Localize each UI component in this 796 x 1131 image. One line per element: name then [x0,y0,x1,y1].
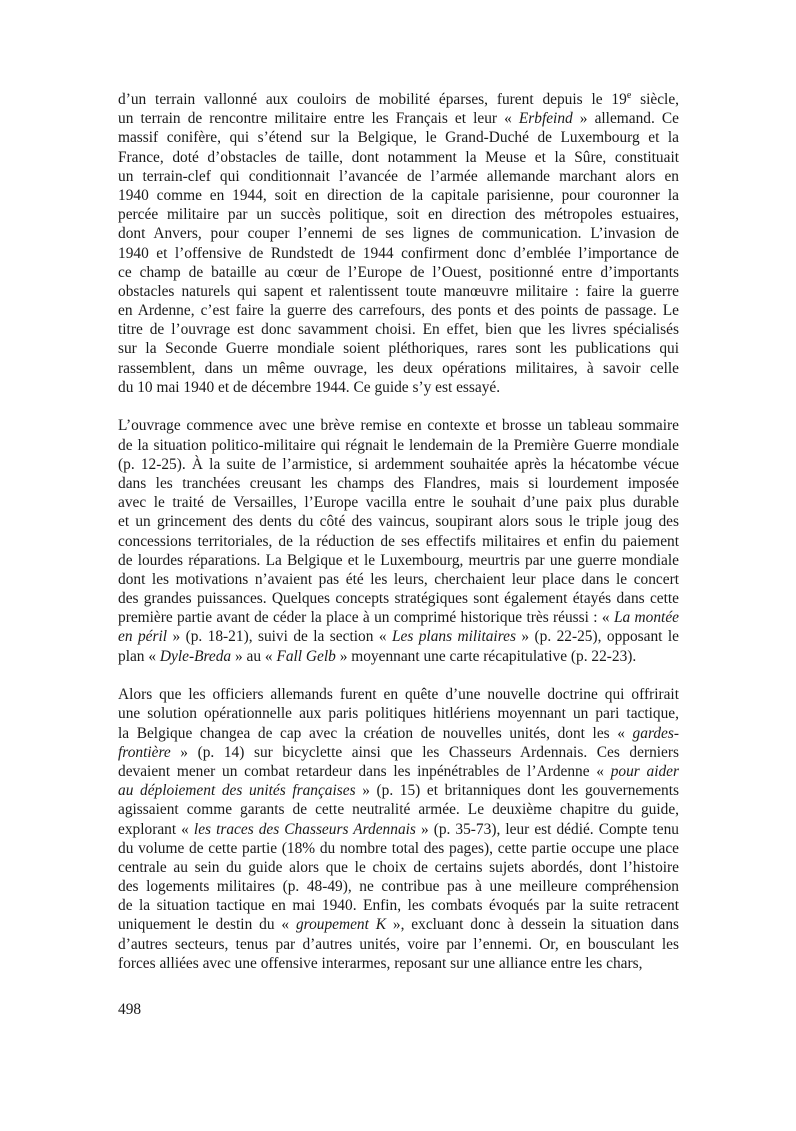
text-line [118,743,679,762]
text-line [118,800,679,819]
text-line [118,186,679,205]
text-line [118,416,679,435]
text-run: dans les tranchées creusant les champs des Flandres, mais si lourdement imposée [118,474,679,492]
text-run: 1940 comme en 1944, soit en direction de la capitale parisienne, pour couronner la [118,186,679,204]
text-run: percée militaire par un succès politique, soit en direction des métropoles estuaires, [118,206,679,224]
text-run: siècle, [631,91,680,108]
text-run: » (p. 35-73), leur est dédié. Compte tenu [415,820,679,838]
text-run: de la situation tactique en mai 1940. Enfin, les combats évoqués par la suite retracent [118,897,679,915]
italic-text: groupement K [295,916,387,934]
text-line [118,724,679,743]
text-run: un terrain de rencontre militaire entre les Français et leur « [118,110,519,128]
text-line [118,512,679,531]
text-run: et un grincement des dents du côté des vaincus, soupirant alors sous le triple joug des [118,513,679,531]
text-run: des grandes puissances. Quelques concepts stratégiques sont également étayés dans cette [118,590,679,608]
text-line [118,685,679,704]
text-run: des logements militaires (p. 48-49), ne contribue pas à une meilleure compréhension [118,878,679,896]
text-run: agissaient comme garants de cette neutralité armée. Le deuxième chapitre du guide, [118,801,679,819]
text-run: dont Anvers, pour couper l’ennemi de ses lignes de communication. L’invasion de [118,225,679,243]
text-run: plan « [118,647,160,665]
text-run: d’un terrain vallonné aux couloirs de mobilité éparses, furent depuis le 19 [118,91,627,108]
italic-text: Les plans militaires [391,628,516,646]
text-run: » allemand. Ce [572,110,680,128]
text-run: » (p. 14) sur bicyclette ainsi que les Chasseurs Ardennais. Ces derniers [170,743,679,761]
text-run: sur la Seconde Guerre mondiale soient pléthoriques, rares sont les publications qui [118,340,679,358]
text-line [118,205,679,224]
text-line [118,378,679,397]
italic-text: Erbfeind [518,110,573,128]
text-run: explorant « [118,820,194,838]
text-line [118,128,679,147]
text-line [118,627,679,646]
text-line [118,90,679,109]
text-line [118,244,679,263]
text-line [118,589,679,608]
text-line [118,935,679,954]
text-line [118,839,679,858]
text-run: une solution opérationnelle aux paris politiques hitlériens moyennant un pari tactique, [118,705,679,723]
italic-text: gardes- [632,724,679,742]
italic-text: Dyle-Breda [159,647,232,665]
superscript: e [626,90,632,101]
body-text [118,90,679,973]
text-run: obstacles naturels qui sapent et ralentissent toute manœuvre militaire : faire la guerre [118,282,679,300]
text-line [118,474,679,493]
text-run: 1940 et l’offensive de Rundstedt de 1944 confirment donc d’emblée l’importance de [118,244,679,262]
text-run: en Ardenne, c’est faire la guerre des carrefours, des ponts et des points de passage. Le [118,302,679,320]
text-line [118,320,679,339]
text-run: d’autres secteurs, tenus par d’autres unités, voire par l’ennemi. Or, en bousculant les [118,935,679,953]
text-run: du 10 mai 1940 et de décembre 1944. Ce guide s’y est essayé. [118,378,501,396]
text-run: titre de l’ouvrage est donc savamment choisi. En effet, bien que les livres spécialisés [118,321,679,339]
text-line [118,263,679,282]
text-run: » (p. 22-25), opposant le [515,628,679,646]
text-line [118,551,679,570]
italic-text: La montée [613,609,679,627]
text-line [118,167,679,186]
text-run: dont les motivations n’avaient pas été les leurs, cherchaient leur place dans le concert [118,570,679,588]
text-line [118,608,679,627]
text-run: » (p. 18-21), suivi de la section « [167,628,392,646]
text-line [118,762,679,781]
text-run: de lourdes réparations. La Belgique et le Luxembourg, meurtris par une guerre mondiale [118,551,679,569]
text-line [118,493,679,512]
text-run: devaient mener un combat retardeur dans les inpénétrables de l’Ardenne « [118,762,611,780]
text-run: (p. 12-25). À la suite de l’armistice, si ardemment souhaitée après la hécatombe vécue [118,455,679,473]
text-run: centrale au sein du guide alors que le choix de certains sujets abordés, dont l’histoire [118,858,679,876]
text-line [118,148,679,167]
text-run: Alors que les officiers allemands furent en quête d’une nouvelle doctrine qui offrirait [118,686,679,704]
italic-text: pour aider [610,762,679,780]
paragraph [118,685,679,973]
text-run: ce champ de bataille au cœur de l’Europe de l’Ouest, positionné entre d’importants [118,263,679,281]
text-run: » au « [231,647,277,665]
text-line [118,455,679,474]
text-line [118,820,679,839]
text-run: rassemblent, dans un même ouvrage, les deux opérations militaires, à savoir celle [118,359,679,377]
text-line [118,647,679,666]
text-run: de la situation politico-militaire qui régnait le lendemain de la Première Guerre mondiale [118,436,679,454]
paragraph [118,416,679,665]
text-run: » (p. 15) et britanniques dont les gouvernements [355,782,680,800]
text-line [118,704,679,723]
italic-text: Fall Gelb [276,647,336,665]
text-line [118,570,679,589]
text-line [118,339,679,358]
text-line [118,224,679,243]
text-line [118,532,679,551]
text-line [118,915,679,934]
text-line [118,877,679,896]
text-run: la Belgique changea de cap avec la création de nouvelles unités, dont les « [118,724,633,742]
italic-text: les traces des Chasseurs Ardennais [193,820,416,838]
text-line [118,436,679,455]
italic-text: en péril [118,628,168,646]
text-run: concessions territoriales, de la réduction de ses effectifs militaires et enfin du paiement [118,532,679,550]
text-line [118,301,679,320]
italic-text: au déploiement des unités françaises [118,782,356,800]
text-line [118,954,679,973]
text-run: avec le traité de Versailles, l’Europe vacilla entre le souhait d’une paix plus durable [118,494,679,512]
text-run: forces alliées avec une offensive interarmes, reposant sur une alliance entre les chars, [118,954,643,972]
text-line [118,781,679,800]
text-line [118,896,679,915]
text-run: un terrain-clef qui conditionnait l’avancée de l’armée allemande marchant alors en [118,167,679,185]
text-run: France, doté d’obstacles de taille, dont notamment la Meuse et la Sûre, constituait [118,148,679,166]
text-line [118,109,679,128]
text-run: L’ouvrage commence avec une brève remise en contexte et brosse un tableau sommaire [118,417,679,435]
text-run: massif conifère, qui s’étend sur la Belgique, le Grand-Duché de Luxembourg et la [118,129,679,147]
text-run: première partie avant de céder la place à un comprimé historique très réussi : « [118,609,614,627]
italic-text: frontière [118,743,171,761]
text-run: uniquement le destin du « [118,916,296,934]
text-line [118,359,679,378]
page-number: 498 [118,1001,142,1018]
text-run: », excluant donc à dessein la situation dans [386,916,680,934]
text-line [118,858,679,877]
text-line [118,282,679,301]
paragraph [118,90,679,397]
text-run: du volume de cette partie (18% du nombre total des pages), cette partie occupe une place [118,839,679,857]
text-run: » moyennant une carte récapitulative (p. 22-23). [335,647,637,665]
